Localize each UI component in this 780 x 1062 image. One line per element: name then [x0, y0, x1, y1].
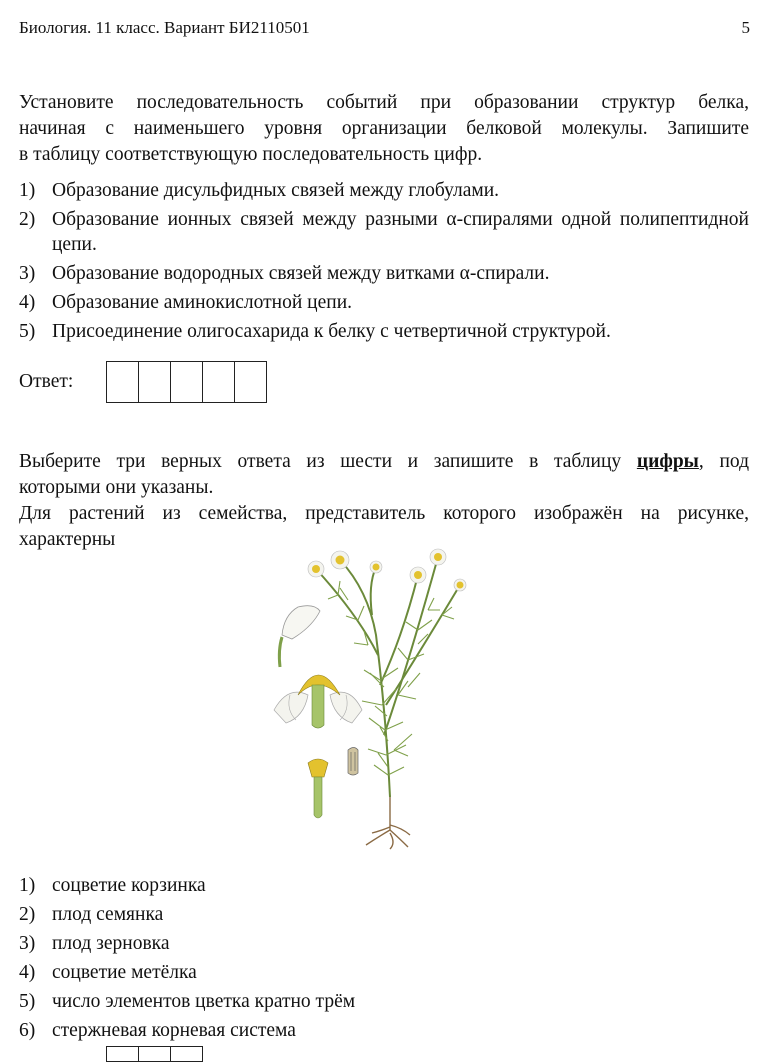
flower-head — [454, 579, 466, 591]
page-number: 5 — [741, 18, 750, 37]
answer-cell[interactable] — [106, 1046, 139, 1062]
q2-intro-line: которыми они указаны. — [19, 477, 214, 498]
q1-option — [19, 319, 749, 344]
option-number: 1) — [19, 875, 36, 896]
answer-label: Ответ: — [19, 371, 74, 392]
option-number: 2) — [19, 904, 36, 925]
q2-intro-line — [19, 449, 749, 475]
achene-detail — [348, 748, 358, 776]
q2-intro-text: , под — [698, 451, 750, 472]
option-text: Образование аминокислотной цепи. — [52, 292, 353, 313]
flower-head — [331, 551, 349, 569]
q2-option — [19, 960, 749, 985]
q2-option — [19, 1018, 749, 1043]
option-number: 3) — [19, 263, 36, 284]
q2-option — [19, 931, 749, 956]
page-header — [19, 18, 750, 42]
disc-floret-detail — [308, 759, 328, 818]
q2-intro — [19, 449, 749, 553]
q1-intro — [19, 90, 749, 168]
chamomile-illustration — [268, 545, 473, 850]
q1-option — [19, 178, 749, 203]
q1-intro-line: Установите последовательность событий при образовании структур белка, — [19, 92, 749, 113]
leaves — [328, 581, 454, 775]
option-number: 5) — [19, 321, 36, 342]
q2-intro-emphasis: цифры — [636, 451, 699, 472]
option-text: соцветие метёлка — [52, 962, 197, 983]
answer-cell[interactable] — [106, 361, 139, 403]
ray-floret-detail — [279, 606, 320, 667]
q2-intro-line: характерны — [19, 529, 116, 550]
option-text: стержневая корневая система — [52, 1020, 296, 1041]
answer-cell[interactable] — [202, 361, 235, 403]
option-text: Присоединение олигосахарида к белку с четвертичной структурой. — [52, 321, 611, 342]
root-system — [366, 795, 410, 849]
answer-cell[interactable] — [170, 1046, 203, 1062]
answer-cell[interactable] — [234, 361, 267, 403]
header-title: Биология. 11 класс. Вариант БИ2110501 — [19, 18, 310, 37]
q2-answer-cells — [107, 1046, 203, 1062]
flower-heads — [308, 549, 466, 591]
option-number: 6) — [19, 1020, 36, 1041]
option-number: 3) — [19, 933, 36, 954]
q2-option — [19, 873, 749, 898]
option-text: Образование водородных связей между витками α-спирали. — [52, 263, 550, 284]
q2-option — [19, 902, 749, 927]
option-text: плод зерновка — [52, 933, 170, 954]
option-number: 1) — [19, 180, 36, 201]
q1-intro-line: начиная с наименьшего уровня организации белковой молекулы. Запишите — [19, 118, 749, 139]
option-text: число элементов цветка кратно трём — [52, 991, 356, 1012]
q2-intro-line: Для растений из семейства, представитель которого изображён на рисунке, — [19, 503, 749, 524]
q1-option — [19, 207, 749, 257]
q1-option — [19, 290, 749, 315]
option-text: Образование дисульфидных связей между глобулами. — [52, 180, 500, 201]
answer-cell[interactable] — [138, 1046, 171, 1062]
flower-head — [308, 561, 324, 577]
answer-cell[interactable] — [170, 361, 203, 403]
option-text: Образование ионных связей между разными α-спиралями одной полипептидной цепи. — [52, 209, 749, 255]
q2-options — [19, 873, 749, 1043]
q1-intro-line: в таблицу соответствующую последовательность цифр. — [19, 144, 483, 165]
chamomile-svg — [268, 545, 473, 850]
option-number: 2) — [19, 209, 36, 230]
q1-options — [19, 178, 749, 344]
answer-cell[interactable] — [138, 361, 171, 403]
option-text: соцветие корзинка — [52, 875, 206, 896]
answer-cells — [107, 361, 267, 403]
stems — [316, 557, 460, 797]
flower-head-section — [274, 675, 362, 728]
option-number: 4) — [19, 292, 36, 313]
q1-option — [19, 261, 749, 286]
q2-option — [19, 989, 749, 1014]
flower-head — [370, 561, 382, 573]
option-text: плод семянка — [52, 904, 164, 925]
flower-head — [410, 567, 426, 583]
flower-head — [430, 549, 446, 565]
option-number: 5) — [19, 991, 36, 1012]
q2-intro-text: Выберите три верных ответа из шести и запишите в таблицу — [19, 451, 622, 472]
option-number: 4) — [19, 962, 36, 983]
